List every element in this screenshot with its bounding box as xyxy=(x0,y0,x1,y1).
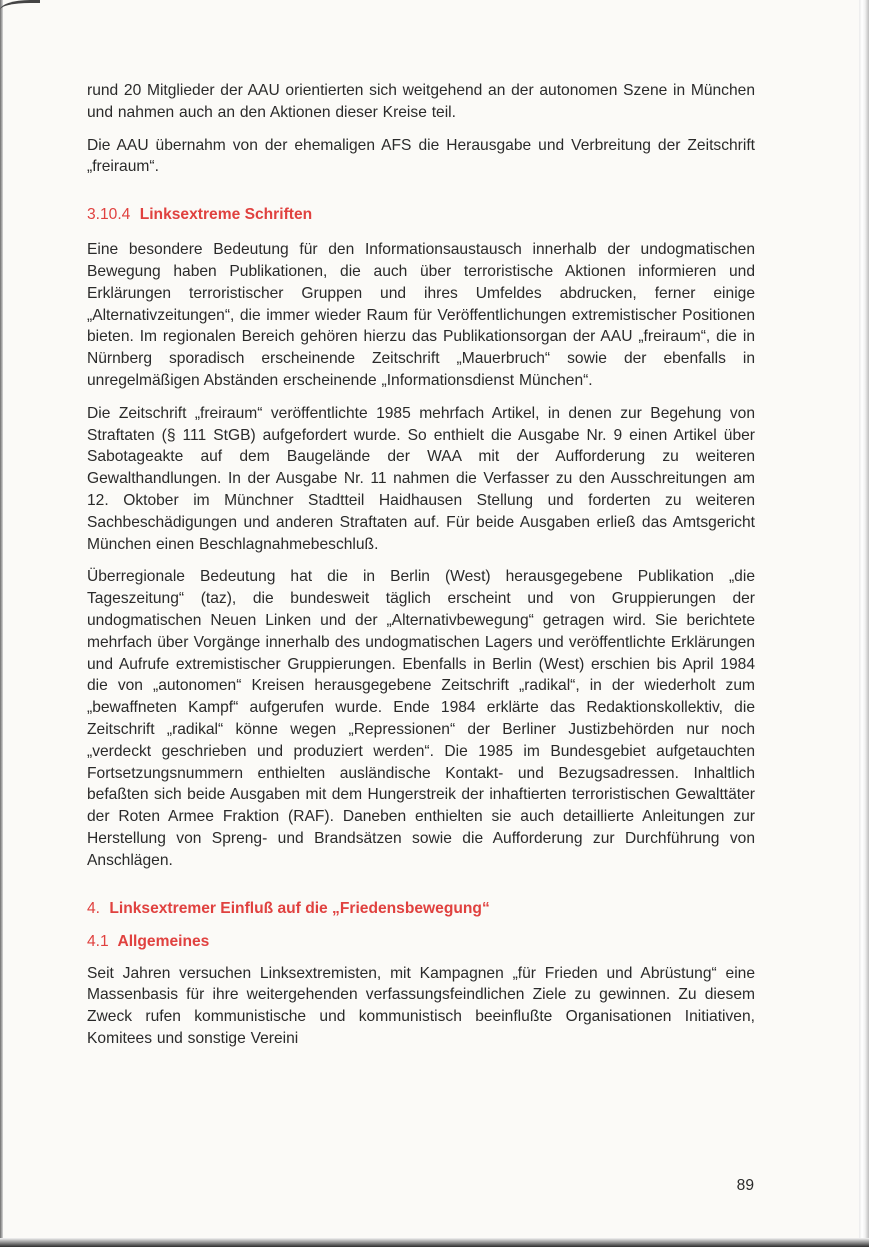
section-title: Linksextreme Schriften xyxy=(139,206,313,224)
paragraph: Die AAU übernahm von der ehemaligen AFS die Herausgabe und Verbreitung der Zeitschrift „freiraum“. xyxy=(87,136,755,176)
section-number: 4. xyxy=(87,899,101,917)
scan-edge-left xyxy=(0,0,3,1247)
scan-edge-right xyxy=(859,0,869,1247)
page-content xyxy=(87,80,755,1061)
section-title: Allgemeines xyxy=(117,932,210,950)
scan-edge-bottom xyxy=(0,1238,869,1247)
paragraph: Die Zeitschrift „freiraum“ veröffentlichte 1985 mehrfach Artikel, in denen zur Begehung von Straftaten (§ 111 StGB) aufgefordert wurde. So enthielt die Ausgabe Nr. 9 einen Artikel über Sabotageakte auf dem Baugelände der WAA mit der Aufforderung zu weiteren Gewalthandlungen. In der Ausgabe Nr. 11 nahmen die Verfasser zu den Ausschreitungen am 12. Oktober im Münchner Stadtteil Haidhausen Stellung und forderten zu weiteren Sachbeschädigungen und anderen Straftaten auf. Für beide Ausgaben erließ das Amtsgericht München einen Beschlagnahmebeschluß. xyxy=(87,404,755,553)
section-title: Linksextremer Einfluß auf die „Friedensbewegung“ xyxy=(109,899,490,917)
scan-corner xyxy=(0,0,40,17)
paragraph: rund 20 Mitglieder der AAU orientierten sich weitgehend an der autonomen Szene in München und nahmen auch an den Aktionen dieser Kreise teil. xyxy=(87,82,755,121)
section-number: 4.1 xyxy=(87,932,109,950)
section-heading-3-10-4 xyxy=(87,204,755,226)
page-number: 89 xyxy=(736,1177,754,1194)
paragraph: Seit Jahren versuchen Linksextremisten, mit Kampagnen „für Frieden und Abrüstung“ eine Massenbasis für ihre weitergehenden verfassungsfeindlichen Ziele zu gewinnen. Zu diesem Zweck rufen kommunistische und kommunistisch beeinflußte Organisationen Initiativen, Komitees und sonstige Vereini xyxy=(87,964,755,1047)
section-heading-4 xyxy=(87,898,755,920)
paragraph: Überregionale Bedeutung hat die in Berlin (West) herausgegebene Publikation „die Tageszeitung“ (taz), die bundesweit täglich erscheint und von Gruppierungen der undogmatischen Neuen Linken und der „Alternativbewegung“ getragen wird. Sie berichtete mehrfach über Vorgänge innerhalb des undogmatischen Lagers und veröffentlichte Erklärungen und Aufrufe extremistischer Gruppierungen. Ebenfalls in Berlin (West) erschien bis April 1984 die von „autonomen“ Kreisen herausgegebene Zeitschrift „radikal“, in der wiederholt zum „bewaffneten Kampf“ aufgerufen wurde. Ende 1984 erklärte das Redaktionskollektiv, die Zeitschrift „radikal“ könne wegen „Repressionen“ der Berliner Justizbehörden nur noch „verdeckt geschrieben und produziert werden“. Die 1985 im Bundesgebiet aufgetauchten Fortsetzungsnummern enthielten ausländische Kontakt- und Bezugsadressen. Inhaltlich befaßten sich beide Ausgaben mit dem Hungerstreik der inhaftierten terroristischen Gewalttäter der Roten Armee Fraktion (RAF). Daneben enthielten sie auch detaillierte Anleitungen zur Herstellung von Spreng- und Brandsätzen sowie die Aufforderung zur Durchführung von Anschlägen. xyxy=(87,568,755,869)
section-heading-4-1 xyxy=(87,931,755,953)
paragraph: Eine besondere Bedeutung für den Informationsaustausch innerhalb der undogmatischen Bewegung haben Publikationen, die auch über terroristische Aktionen informieren und Erklärungen terroristischer Gruppen und ihres Umfeldes abdrucken, ferner einige „Alternativzeitungen“, die immer wieder Raum für Veröffentlichungen extremistischer Positionen bieten. Im regionalen Bereich gehören hierzu das Publikationsorgan der AAU „freiraum“, die in Nürnberg sporadisch erscheinende Zeitschrift „Mauerbruch“ sowie der ebenfalls in unregelmäßigen Abständen erscheinende „Informationsdienst München“. xyxy=(87,241,755,389)
section-number: 3.10.4 xyxy=(87,206,131,224)
